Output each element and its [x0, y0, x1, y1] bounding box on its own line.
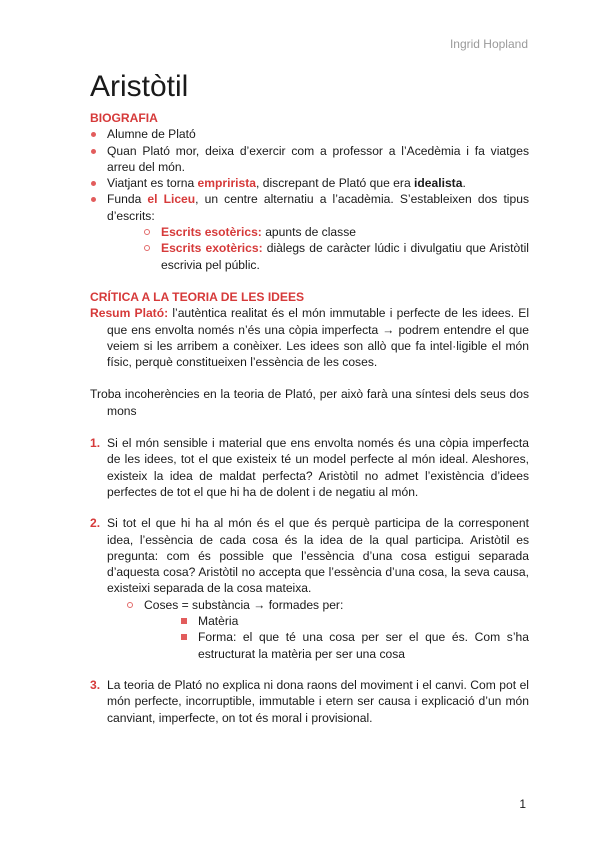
sub-sub-list-item: [181, 613, 529, 629]
sub-list-item: [127, 597, 529, 662]
item-text: Si tot el que hi ha al món és el que és perquè participa de la corresponent idea, l’essència de cada cosa és la idea de la qual participa. Aristòtil es pregunta: com és possible que l’essència d’una cosa estigui separada d’aquesta cosa? Aristòtil no accepta que l’essència d’una cosa, la seva causa, existeixi separada de la cosa mateixa.: [107, 516, 529, 596]
list-item-text: Alumne de Plató: [107, 127, 196, 142]
paragraph-text: l’autèntica realitat és el món immutable i perfecte de les idees. El que ens envolta només n’és una còpia imperfecta → podrem entendre el que veiem si les arribem a conèixer. Les idees son allò que fa intel·ligible el món físic, perquè constitueixen l’essència de les coses.: [107, 306, 530, 370]
numbered-item: [90, 435, 529, 500]
numbered-item: [90, 677, 529, 726]
highlight-term: emprirista: [197, 176, 257, 191]
page-title: Aristòtil: [90, 70, 189, 103]
highlight-term: el Liceu: [147, 192, 196, 207]
header-author: Ingrid Hopland: [449, 37, 528, 51]
section-heading-critica: CRÍTICA A LA TEORIA DE LES IDEES: [90, 289, 305, 304]
list-item-text: apunts de classe: [261, 225, 356, 240]
item-number: 2.: [90, 516, 101, 531]
list-item: [90, 191, 529, 272]
page-number: 1: [519, 797, 526, 811]
substancia-sublist: [144, 613, 529, 662]
escrits-sublist: [107, 224, 529, 273]
list-item-text: , discrepant de Plató que era: [256, 176, 415, 191]
highlight-term: Resum Plató:: [90, 306, 169, 321]
sub-list-item: [144, 224, 529, 240]
coses-sublist: [107, 597, 529, 662]
item-text: Si el món sensible i material que ens envolta només és una còpia imperfecta de les idees, tot el que existeix té un model perfecte al món ideal. Aleshores, existeix la idea de maldat perfecta? Aristòtil no admet l’existència d’idees perfectes de tot el que hi ha de dolent i de negatiu al món.: [107, 436, 529, 499]
biografia-list: [90, 126, 529, 273]
section-heading-biografia: BIOGRAFIA: [90, 111, 158, 125]
numbered-item: [90, 515, 529, 662]
list-item-text: .: [462, 176, 466, 191]
list-item: [90, 175, 529, 191]
bold-term: idealista: [414, 176, 463, 191]
intro-paragraph: Troba incoherències en la teoria de Plató, per això farà una síntesi dels seus dos mons: [90, 387, 529, 418]
list-item-text: diàlegs de caràcter lúdic i divulgatiu que Aristòtil escrivia pel públic.: [161, 241, 529, 272]
sub-list-item: [144, 240, 529, 273]
highlight-term: Escrits esotèrics:: [161, 225, 262, 240]
item-text: La teoria de Plató no explica ni dona raons del moviment i el canvi. Com pot el món perfecte, incorruptible, immutable i etern ser causa i explicació d’un món canviant, imperfecte, on tot és moral i provisional.: [107, 677, 529, 725]
list-item: [90, 143, 529, 176]
document-body: [90, 110, 529, 726]
highlight-term: Escrits exotèrics:: [161, 241, 263, 256]
sub-sub-list-item: [181, 629, 529, 662]
list-item-text: Viatjant es torna: [107, 176, 198, 191]
list-item-text: Forma: el que té una cosa per ser el que és. Com s’ha estructurat la matèria per ser una cosa: [198, 630, 529, 661]
item-number: 1.: [90, 436, 101, 451]
list-item-text: Quan Plató mor, deixa d’exercir com a professor a l’Acedèmia i fa viatges arreu del món.: [107, 143, 529, 174]
list-item-text: Coses = substància → formades per:: [144, 597, 344, 612]
item-number: 3.: [90, 677, 101, 692]
list-item: [90, 126, 529, 142]
list-item-text: Funda: [107, 192, 148, 207]
resum-plato-paragraph: [90, 305, 529, 370]
list-item-text: Matèria: [198, 614, 239, 629]
list-item-text: , un centre alternatiu a l’acadèmia. S’estableixen dos tipus d’escrits:: [107, 192, 529, 223]
